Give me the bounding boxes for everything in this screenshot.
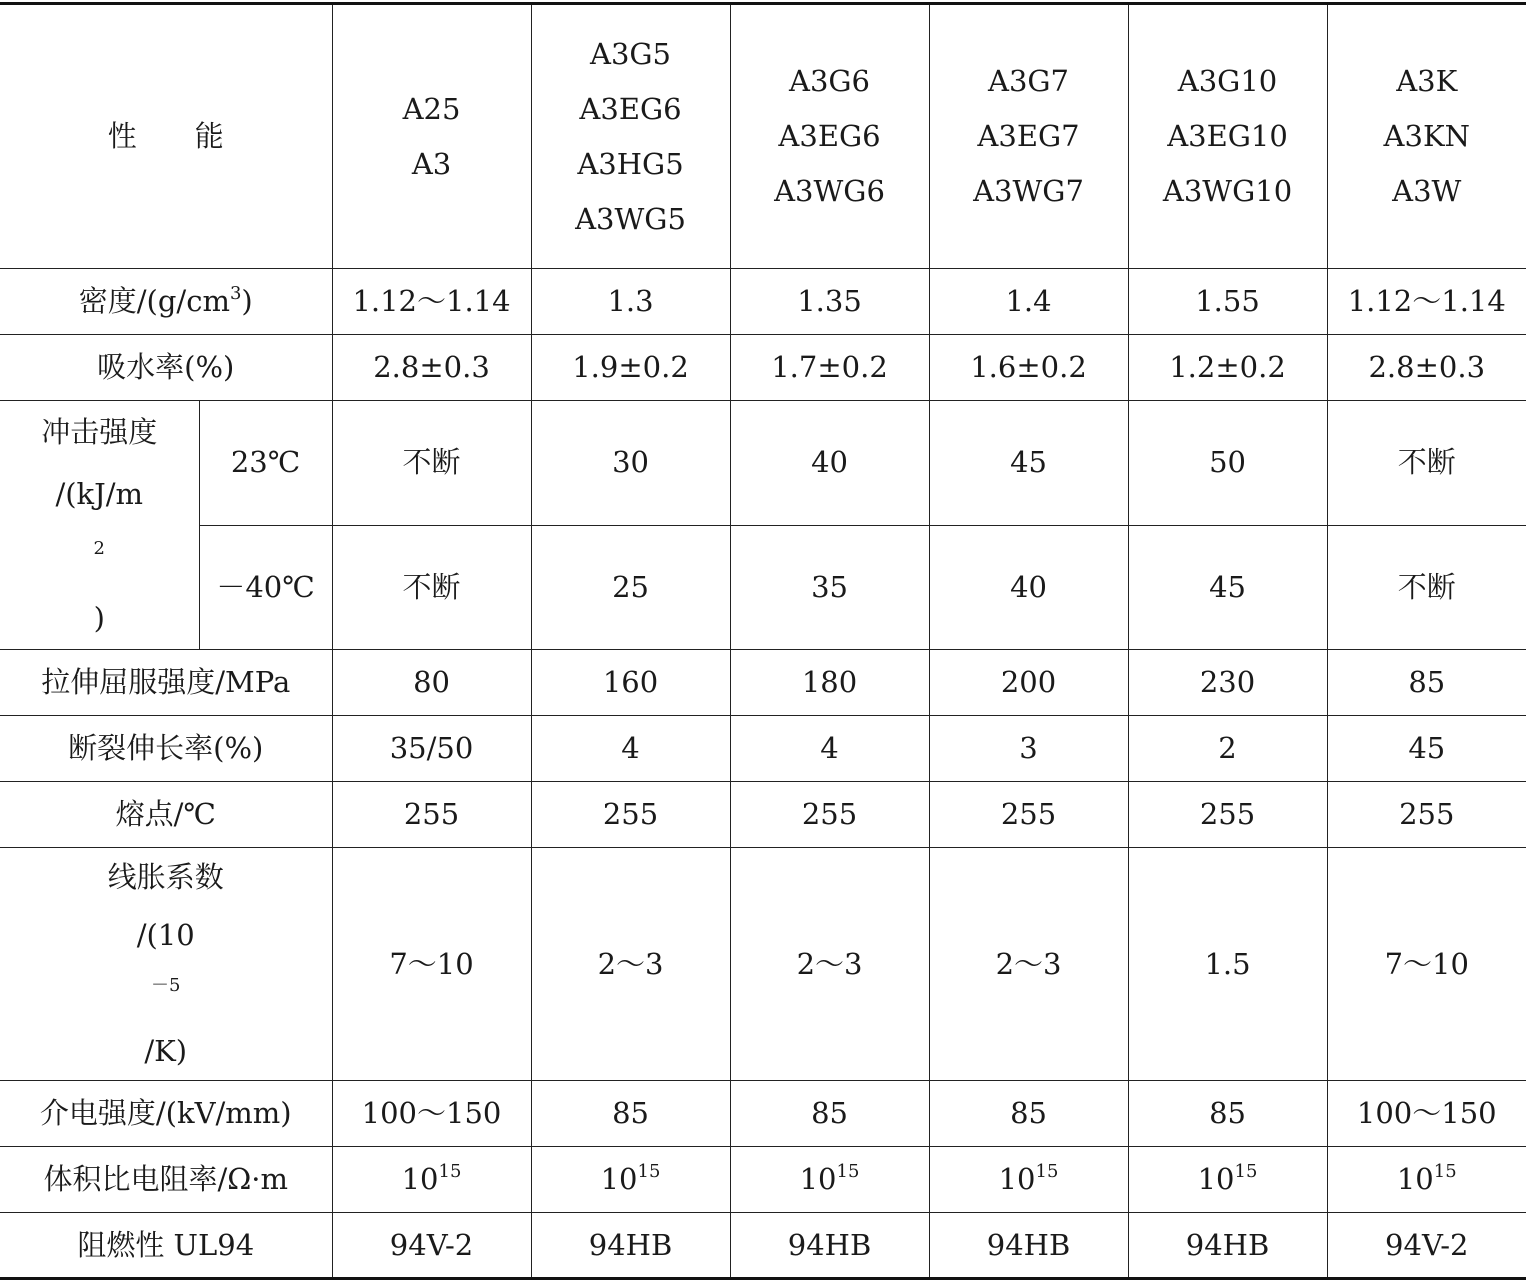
- impact-23c-value: 40: [730, 401, 929, 526]
- expansion-value: 7～10: [332, 848, 531, 1081]
- elongation-value: 45: [1327, 716, 1526, 782]
- impact-23c-value: 30: [531, 401, 730, 526]
- melting-point-value: 255: [1327, 782, 1526, 848]
- expansion-row: [0, 848, 1526, 1081]
- expansion-value: 7～10: [1327, 848, 1526, 1081]
- melting-point-value: 255: [332, 782, 531, 848]
- elongation-value: 2: [1128, 716, 1327, 782]
- flame-row: [0, 1213, 1526, 1279]
- water-absorption-value: 1.7±0.2: [730, 335, 929, 401]
- flame-value: 94HB: [929, 1213, 1128, 1279]
- flame-value: 94HB: [531, 1213, 730, 1279]
- tensile-yield-label: 拉伸屈服强度/MPa: [0, 650, 332, 716]
- density-value: 1.4: [929, 269, 1128, 335]
- resistivity-label: 体积比电阻率/Ω·m: [0, 1147, 332, 1213]
- dielectric-value: 85: [531, 1081, 730, 1147]
- melting-point-value: 255: [730, 782, 929, 848]
- elongation-label: 断裂伸长率(%): [0, 716, 332, 782]
- resistivity-value: $10^{15}$: [332, 1147, 531, 1213]
- dielectric-value: 100～150: [1327, 1081, 1526, 1147]
- dielectric-row: [0, 1081, 1526, 1147]
- expansion-value: 1.5: [1128, 848, 1327, 1081]
- resistivity-value: $10^{15}$: [1128, 1147, 1327, 1213]
- water-absorption-value: 2.8±0.3: [1327, 335, 1526, 401]
- grade-header-col2: A3G5 A3EG6 A3HG5 A3WG5: [531, 4, 730, 269]
- impact-23c-value: 50: [1128, 401, 1327, 526]
- grade-header-col4: A3G7 A3EG7 A3WG7: [929, 4, 1128, 269]
- water-absorption-value: 1.6±0.2: [929, 335, 1128, 401]
- expansion-label: 线胀系数 /(10 $^{-5}$ /K): [0, 848, 332, 1081]
- resistivity-value: $10^{15}$: [730, 1147, 929, 1213]
- elongation-value: 4: [531, 716, 730, 782]
- impact-sub-label-minus40c: －40℃: [199, 525, 332, 650]
- header-row: [0, 4, 1526, 269]
- grade-header-col6: A3K A3KN A3W: [1327, 4, 1526, 269]
- dielectric-label: 介电强度/(kV/mm): [0, 1081, 332, 1147]
- flame-value: 94HB: [730, 1213, 929, 1279]
- properties-table: [0, 2, 1526, 1280]
- water-absorption-value: 1.2±0.2: [1128, 335, 1327, 401]
- density-value: 1.12～1.14: [332, 269, 531, 335]
- impact-label: 冲击强度 /(kJ/m $^2$ ): [0, 401, 199, 650]
- tensile-yield-value: 200: [929, 650, 1128, 716]
- water-absorption-label: 吸水率(%): [0, 335, 332, 401]
- melting-point-label: 熔点/℃: [0, 782, 332, 848]
- flame-value: 94V-2: [332, 1213, 531, 1279]
- grade-header-col5: A3G10 A3EG10 A3WG10: [1128, 4, 1327, 269]
- density-value: 1.35: [730, 269, 929, 335]
- resistivity-row: [0, 1147, 1526, 1213]
- elongation-value: 3: [929, 716, 1128, 782]
- density-value: 1.3: [531, 269, 730, 335]
- impact-23c-value: 不断: [332, 401, 531, 526]
- impact-minus40c-value: 25: [531, 525, 730, 650]
- flame-value: 94HB: [1128, 1213, 1327, 1279]
- expansion-value: 2～3: [929, 848, 1128, 1081]
- tensile-yield-row: [0, 650, 1526, 716]
- dielectric-value: 100～150: [332, 1081, 531, 1147]
- melting-point-value: 255: [929, 782, 1128, 848]
- flame-label: 阻燃性 UL94: [0, 1213, 332, 1279]
- tensile-yield-value: 230: [1128, 650, 1327, 716]
- impact-minus40c-value: 35: [730, 525, 929, 650]
- melting-point-value: 255: [1128, 782, 1327, 848]
- water-absorption-row: [0, 335, 1526, 401]
- density-value: 1.55: [1128, 269, 1327, 335]
- elongation-value: 35/50: [332, 716, 531, 782]
- expansion-value: 2～3: [730, 848, 929, 1081]
- impact-23c-value: 不断: [1327, 401, 1526, 526]
- flame-value: 94V-2: [1327, 1213, 1526, 1279]
- expansion-value: 2～3: [531, 848, 730, 1081]
- dielectric-value: 85: [1128, 1081, 1327, 1147]
- water-absorption-value: 1.9±0.2: [531, 335, 730, 401]
- dielectric-value: 85: [929, 1081, 1128, 1147]
- density-value: 1.12～1.14: [1327, 269, 1526, 335]
- impact-minus40c-row: [0, 525, 1526, 650]
- tensile-yield-value: 160: [531, 650, 730, 716]
- melting-point-value: 255: [531, 782, 730, 848]
- impact-minus40c-value: 45: [1128, 525, 1327, 650]
- tensile-yield-value: 85: [1327, 650, 1526, 716]
- tensile-yield-value: 180: [730, 650, 929, 716]
- impact-23c-value: 45: [929, 401, 1128, 526]
- density-row: [0, 269, 1526, 335]
- grade-header-col1: A25 A3: [332, 4, 531, 269]
- impact-23c-row: [0, 401, 1526, 526]
- impact-minus40c-value: 不断: [332, 525, 531, 650]
- density-label: 密度$/(g/cm^3)$: [0, 269, 332, 335]
- impact-sub-label-23c: 23℃: [199, 401, 332, 526]
- grade-header-col3: A3G6 A3EG6 A3WG6: [730, 4, 929, 269]
- impact-minus40c-value: 不断: [1327, 525, 1526, 650]
- elongation-row: [0, 716, 1526, 782]
- resistivity-value: $10^{15}$: [531, 1147, 730, 1213]
- property-header: 性能: [0, 4, 332, 269]
- melting-point-row: [0, 782, 1526, 848]
- impact-minus40c-value: 40: [929, 525, 1128, 650]
- elongation-value: 4: [730, 716, 929, 782]
- dielectric-value: 85: [730, 1081, 929, 1147]
- resistivity-value: $10^{15}$: [1327, 1147, 1526, 1213]
- water-absorption-value: 2.8±0.3: [332, 335, 531, 401]
- resistivity-value: $10^{15}$: [929, 1147, 1128, 1213]
- tensile-yield-value: 80: [332, 650, 531, 716]
